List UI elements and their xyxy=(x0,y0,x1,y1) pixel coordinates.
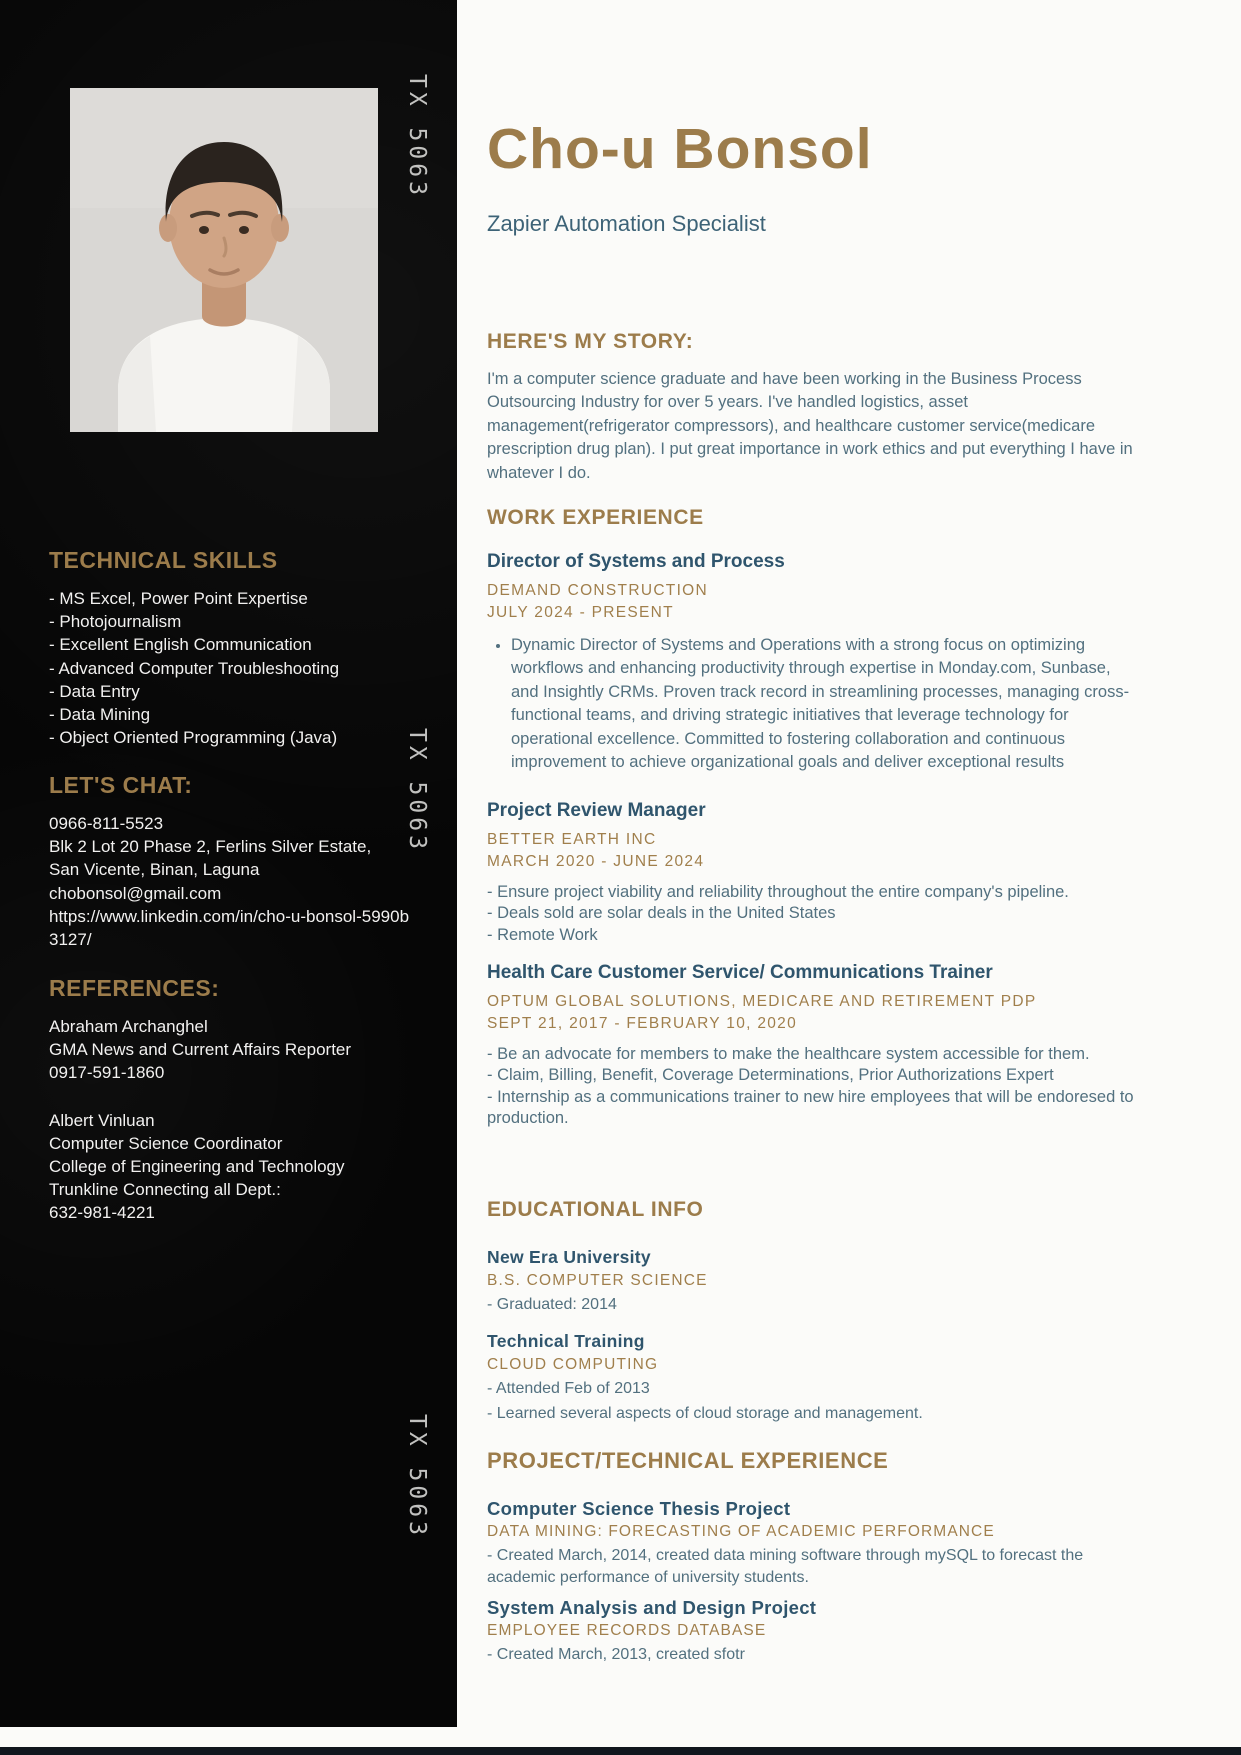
job-title: Health Care Customer Service/ Communications Trainer xyxy=(487,962,993,983)
reference-phone: 0917-591-1860 xyxy=(49,1063,165,1083)
job-bullet: • Dynamic Director of Systems and Operations with a strong focus on optimizing workflows and enhancing productivity through expertise in Monday.com, Sunbase, and Insightly CRMs. Proven track record in streamlining processes, managing cross-functional teams, and driving strategic initiatives that leverage technology for operational excellence. Committed to fostering collaboration and continuous improvement to achieve organizational goals and deliver exceptional results xyxy=(511,634,1135,774)
film-strip-code-middle: TX 5063 xyxy=(404,728,430,853)
film-strip-code-bottom: TX 5063 xyxy=(404,1414,430,1539)
job-dates: JULY 2024 - PRESENT xyxy=(487,604,674,621)
reference-phone: 632-981-4221 xyxy=(49,1203,155,1223)
project-subtitle: DATA MINING: FORECASTING OF ACADEMIC PERFORMANCE xyxy=(487,1523,995,1540)
person-job-title: Zapier Automation Specialist xyxy=(487,211,766,236)
projects-heading: PROJECT/TECHNICAL EXPERIENCE xyxy=(487,1448,889,1473)
contact-heading: LET'S CHAT: xyxy=(49,772,193,798)
story-heading: HERE'S MY STORY: xyxy=(487,330,694,353)
school-name: Technical Training xyxy=(487,1331,645,1351)
job-detail-lines xyxy=(487,1044,1155,1130)
job-dates: MARCH 2020 - JUNE 2024 xyxy=(487,853,705,870)
education-detail: - Learned several aspects of cloud storage and management. xyxy=(487,1405,923,1422)
job-detail: - Claim, Billing, Benefit, Coverage Determinations, Prior Authorizations Expert xyxy=(487,1066,1054,1085)
skill-item: - Data Mining xyxy=(49,705,151,725)
job-company: DEMAND CONSTRUCTION xyxy=(487,582,709,599)
project-title: Computer Science Thesis Project xyxy=(487,1498,791,1519)
job-title: Project Review Manager xyxy=(487,800,706,821)
contact-address-line1: Blk 2 Lot 20 Phase 2, Ferlins Silver Estate, xyxy=(49,837,372,857)
contact-email[interactable]: chobonsol@gmail.com xyxy=(49,883,222,903)
job-title: Director of Systems and Process xyxy=(487,551,785,572)
contact-section xyxy=(49,772,415,951)
reference-name: Albert Vinluan xyxy=(49,1110,155,1130)
project-detail: - Created March, 2014, created data mining software through mySQL to forecast the academic performance of university students. xyxy=(487,1547,1084,1586)
reference-note: Trunkline Connecting all Dept.: xyxy=(49,1180,281,1200)
reference-org: College of Engineering and Technology xyxy=(49,1157,345,1177)
reference-entry xyxy=(49,1015,415,1085)
program-name: CLOUD COMPUTING xyxy=(487,1356,659,1373)
job-entry-project-review-manager xyxy=(487,800,1155,946)
skill-item: - Object Oriented Programming (Java) xyxy=(49,728,338,748)
project-subtitle: EMPLOYEE RECORDS DATABASE xyxy=(487,1622,767,1639)
sidebar xyxy=(0,0,457,1727)
technical-skills-section xyxy=(49,547,415,749)
program-name: B.S. COMPUTER SCIENCE xyxy=(487,1272,708,1289)
reference-role: GMA News and Current Affairs Reporter xyxy=(49,1040,352,1060)
job-company: BETTER EARTH INC xyxy=(487,831,657,848)
job-detail: - Be an advocate for members to make the healthcare system accessible for them. xyxy=(487,1045,1090,1063)
education-detail: - Graduated: 2014 xyxy=(487,1296,617,1313)
job-entry-director xyxy=(487,551,1155,774)
job-detail: - Remote Work xyxy=(487,925,598,944)
skill-item: - Data Entry xyxy=(49,681,140,701)
skill-item: - Excellent English Communication xyxy=(49,635,312,655)
references-section xyxy=(49,975,415,1249)
page-bottom-border xyxy=(0,1747,1241,1755)
job-detail-lines xyxy=(487,882,1155,946)
job-dates: SEPT 21, 2017 - FEBRUARY 10, 2020 xyxy=(487,1015,798,1032)
job-detail: - Ensure project viability and reliability throughout the entire company's pipeline. xyxy=(487,883,1069,901)
job-detail: - Deals sold are solar deals in the United States xyxy=(487,904,836,923)
reference-name: Abraham Archanghel xyxy=(49,1017,208,1036)
school-name: New Era University xyxy=(487,1247,651,1267)
education-entry-university xyxy=(487,1247,1155,1315)
project-entry-thesis xyxy=(487,1498,1155,1589)
profile-photo xyxy=(70,88,378,432)
story-paragraph: I'm a computer science graduate and have been working in the Business Process Outsourcing Industry for over 5 years. I've handled logistics, asset management(refrigerator compressors), and healthcare customer service(medicare prescription drug plan). I put great importance in work ethics and put everything I have in whatever I do. xyxy=(487,370,1133,482)
portrait-illustration xyxy=(70,88,378,432)
project-entry-system-analysis xyxy=(487,1597,1155,1666)
education-entry-training xyxy=(487,1331,1155,1424)
education-detail: - Attended Feb of 2013 xyxy=(487,1380,650,1397)
skill-item: - Advanced Computer Troubleshooting xyxy=(49,658,340,678)
job-entry-healthcare-trainer xyxy=(487,962,1155,1130)
contact-address-line2: San Vicente, Binan, Laguna xyxy=(49,860,260,880)
linkedin-link[interactable]: https://www.linkedin.com/in/cho-u-bonsol-5990b3127/ xyxy=(49,906,410,950)
reference-entry xyxy=(49,1109,415,1225)
contact-phone: 0966-811-5523 xyxy=(49,814,164,833)
job-company: OPTUM GLOBAL SOLUTIONS, MEDICARE AND RETIREMENT PDP xyxy=(487,993,1037,1010)
film-strip-code-top: TX 5063 xyxy=(404,74,430,199)
education-heading: EDUCATIONAL INFO xyxy=(487,1198,704,1221)
project-title: System Analysis and Design Project xyxy=(487,1597,817,1618)
person-name: Cho-u Bonsol xyxy=(487,117,873,181)
job-bullet-list xyxy=(487,634,1135,774)
skill-item: - Photojournalism xyxy=(49,612,182,632)
work-experience-heading: WORK EXPERIENCE xyxy=(487,506,704,529)
project-detail: - Created March, 2013, created sfotr xyxy=(487,1646,745,1663)
skill-item: - MS Excel, Power Point Expertise xyxy=(49,589,308,608)
reference-role: Computer Science Coordinator xyxy=(49,1133,283,1153)
references-heading: REFERENCES: xyxy=(49,975,220,1001)
technical-skills-heading: TECHNICAL SKILLS xyxy=(49,547,278,573)
job-detail: - Internship as a communications trainer to new hire employees that will be endoresed to production. xyxy=(487,1087,1134,1128)
